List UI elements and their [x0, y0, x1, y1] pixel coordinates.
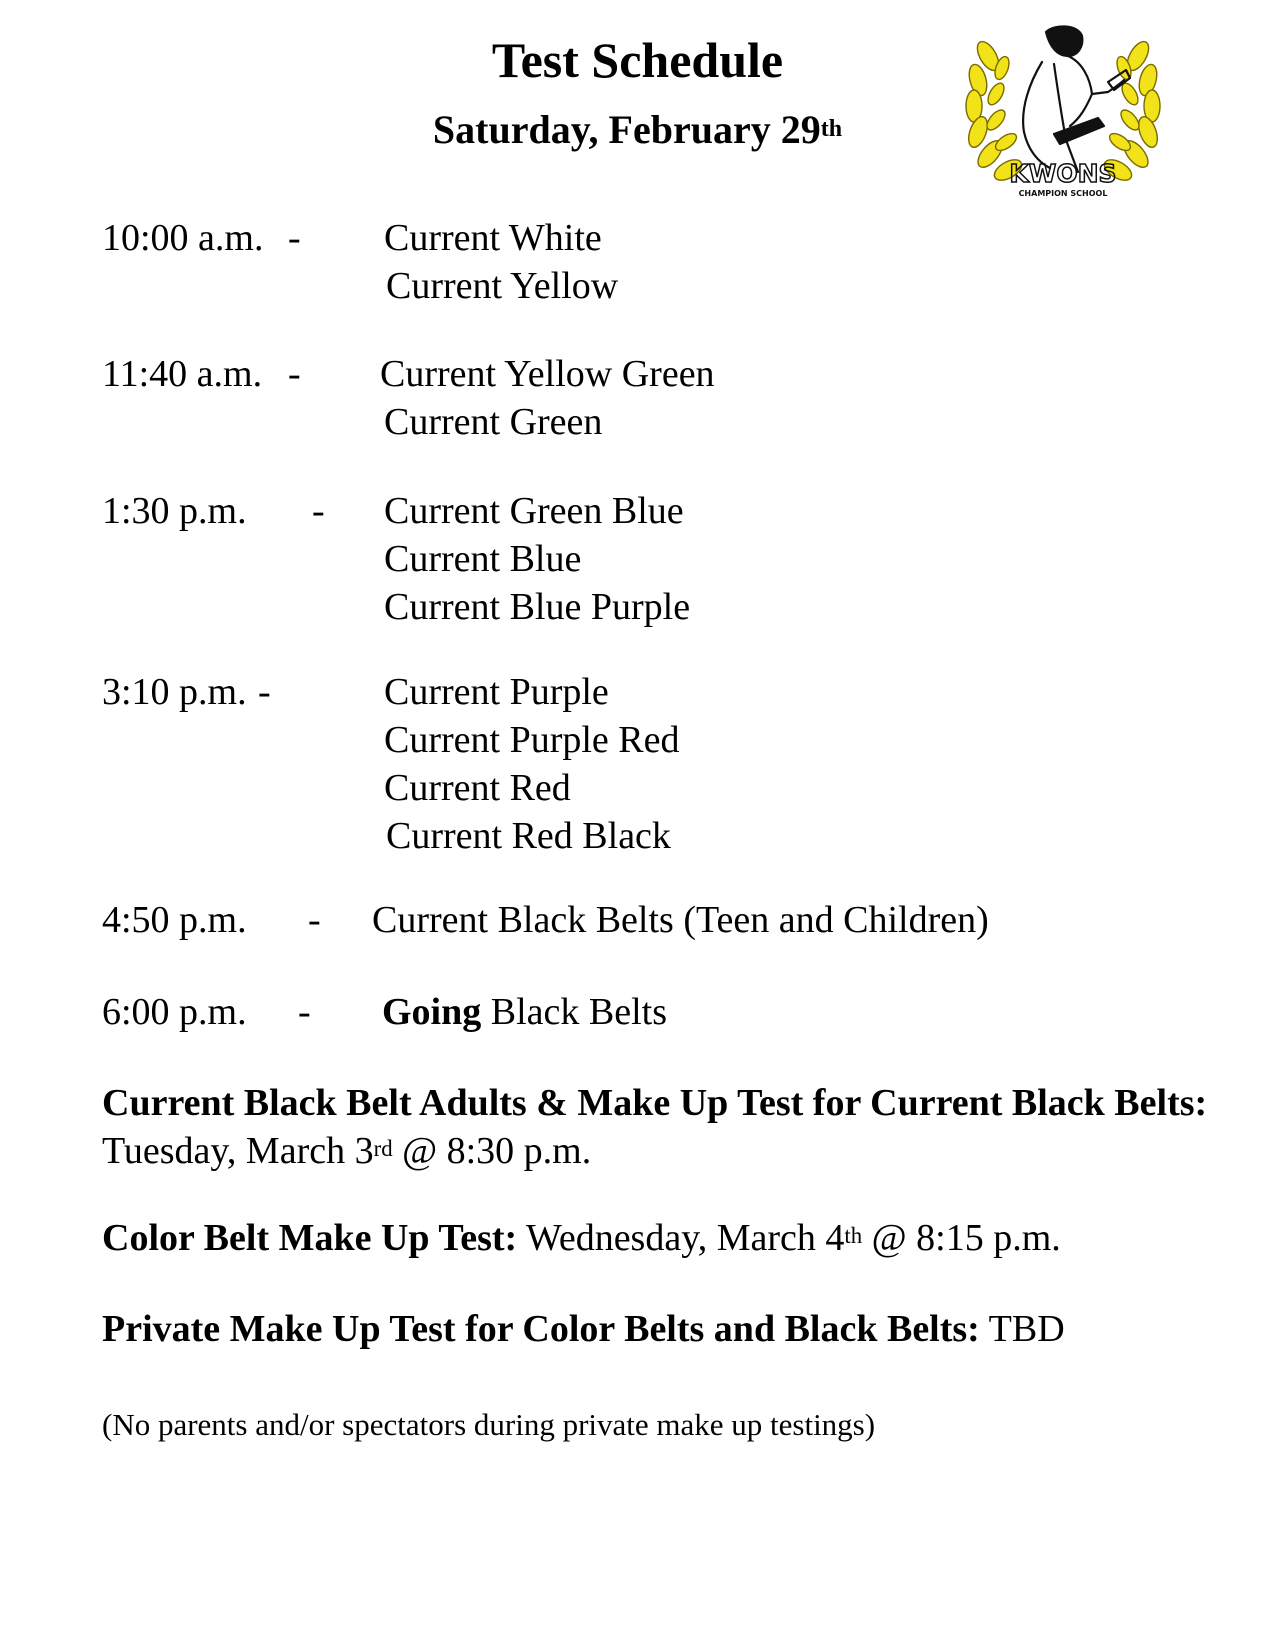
notice-date-suffix: rd [373, 1136, 393, 1162]
kwons-logo [958, 22, 1168, 202]
slot-time: 3:10 p.m. [102, 671, 247, 713]
slot-belt-list [384, 214, 618, 310]
belt-group: Current Purple [384, 671, 609, 713]
notice-date-suffix: th [844, 1223, 863, 1249]
slot-dash: - [258, 671, 271, 713]
slot-belt-list [372, 896, 989, 944]
belt-group: Current Red [384, 767, 571, 809]
notice-private-note: (No parents and/or spectators during private make up testings) [102, 1407, 876, 1442]
slot-time: 10:00 a.m. [102, 217, 264, 259]
belt-group: Current Green Blue [384, 490, 684, 532]
slot-time: 6:00 p.m. [102, 991, 247, 1033]
belt-group: Current Yellow Green [380, 353, 715, 395]
notice-value: TBD [979, 1308, 1065, 1350]
slot-dash: - [308, 899, 321, 941]
notice-value-end: @ 8:15 p.m. [862, 1217, 1061, 1259]
belt-emphasis: Going [382, 991, 482, 1033]
belt-group: Current Green [384, 401, 603, 443]
notice-value-end: @ 8:30 p.m. [392, 1130, 592, 1172]
slot-time: 1:30 p.m. [102, 490, 247, 532]
belt-rest: Black Belts [481, 991, 668, 1033]
belt-group: Current Red Black [386, 815, 671, 857]
notice-value: Tuesday, March 3 [102, 1130, 374, 1172]
date-suffix: th [820, 115, 843, 142]
martial-artist-icon [1023, 26, 1130, 172]
belt-group: Current Blue [384, 538, 582, 580]
belt-group: Current White [384, 217, 602, 259]
notice-black-belt-adults [102, 1079, 1222, 1175]
notice-label: Current Black Belt Adults & Make Up Test for Current Black Belts: [102, 1082, 1208, 1124]
notice-private [102, 1305, 1222, 1353]
slot-dash: - [288, 353, 301, 395]
notice-value: Wednesday, March 4 [517, 1217, 845, 1259]
slot-dash: - [288, 217, 301, 259]
slot-belt-list [384, 668, 680, 860]
slot-time: 11:40 a.m. [102, 353, 263, 395]
belt-group: Current Yellow [386, 265, 619, 307]
belt-group: Current Purple Red [384, 719, 680, 761]
notice-color-belt [102, 1214, 1222, 1262]
slot-belt-list [384, 487, 690, 631]
belt-group: Current Black Belts (Teen and Children) [372, 899, 989, 941]
martial-artist-wreath-logo [958, 22, 1168, 202]
date-text: Saturday, February 29 [432, 107, 821, 152]
notice-label: Private Make Up Test for Color Belts and Black Belts: [102, 1308, 980, 1350]
logo-subtext: CHAMPION SCHOOL [1018, 189, 1108, 198]
page-title: Test Schedule [491, 32, 784, 88]
belt-group: Current Blue Purple [384, 586, 691, 628]
notice-label: Color Belt Make Up Test: [102, 1217, 518, 1259]
slot-dash: - [298, 991, 311, 1033]
belt-group [382, 988, 667, 1036]
slot-belt-list [382, 988, 667, 1036]
slot-dash: - [312, 490, 325, 532]
slot-belt-list [380, 350, 715, 446]
slot-time: 4:50 p.m. [102, 899, 247, 941]
logo-wordmark: KWONS [1009, 159, 1117, 188]
